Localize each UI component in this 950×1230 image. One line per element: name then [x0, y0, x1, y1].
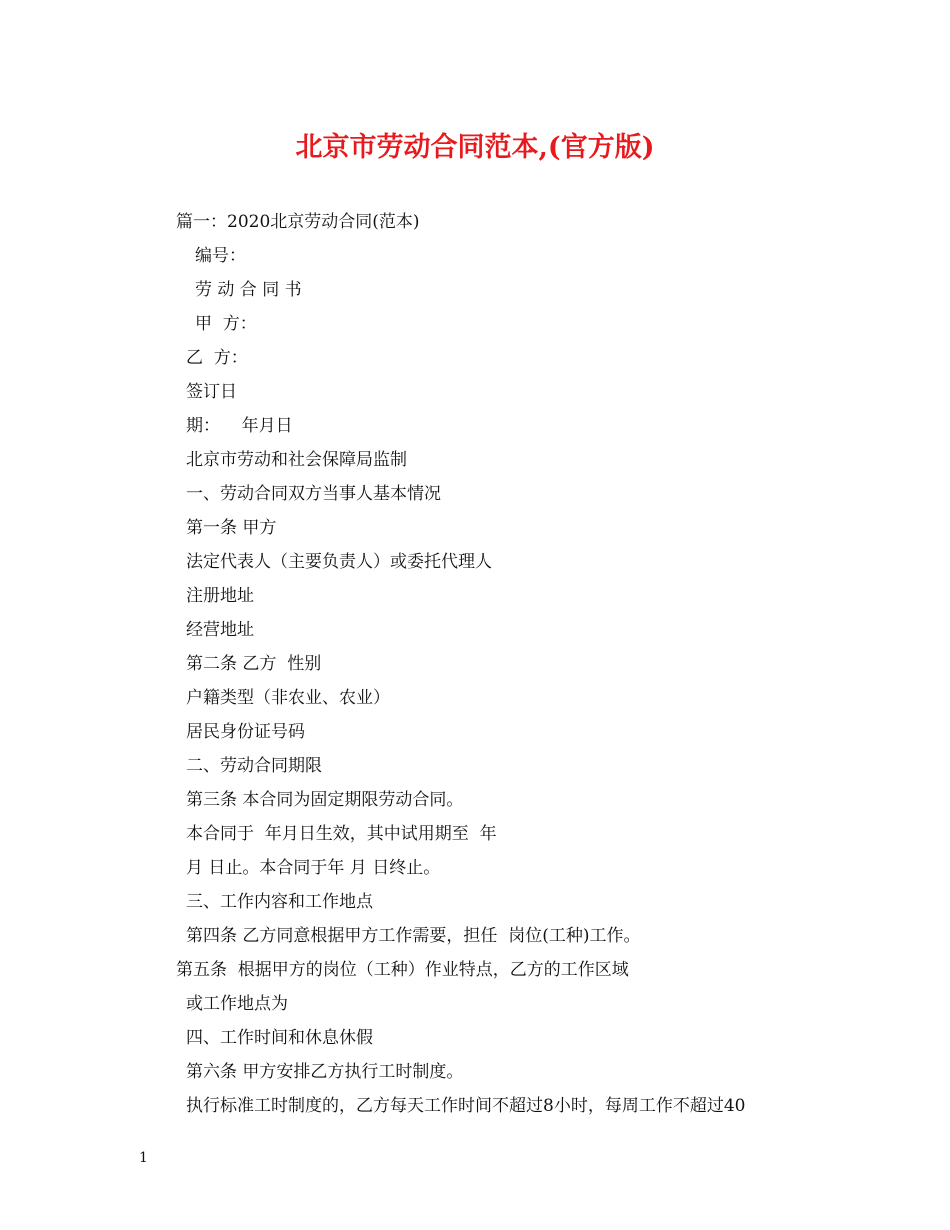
line-chapter-3: 三、工作内容和工作地点	[186, 892, 373, 912]
line-article-1: 第一条 甲方	[186, 518, 277, 538]
line-id-number: 居民身份证号码	[186, 722, 305, 742]
line-article-3: 第三条 本合同为固定期限劳动合同。	[186, 790, 464, 810]
line-chapter-4: 四、工作时间和休息休假	[186, 1028, 373, 1048]
line-reg-address: 注册地址	[186, 586, 254, 606]
line-chapter-1: 一、劳动合同双方当事人基本情况	[186, 484, 441, 504]
line-article-2: 第二条 乙方 性别	[186, 654, 322, 674]
line-work-location: 或工作地点为	[186, 994, 288, 1014]
line-effective-date: 本合同于 年月日生效，其中试用期至 年	[186, 824, 497, 844]
line-standard-hours: 执行标准工时制度的，乙方每天工作时间不超过8小时，每周工作不超过40	[186, 1096, 746, 1116]
line-biz-address: 经营地址	[186, 620, 254, 640]
line-article-4: 第四条 乙方同意根据甲方工作需要，担任 岗位(工种)工作。	[186, 926, 641, 946]
line-legal-rep: 法定代表人（主要负责人）或委托代理人	[186, 552, 492, 572]
line-article-6: 第六条 甲方安排乙方执行工时制度。	[186, 1062, 464, 1082]
line-chapter-2: 二、劳动合同期限	[186, 756, 322, 776]
line-article-5: 第五条 根据甲方的岗位（工种）作业特点，乙方的工作区域	[176, 960, 629, 980]
line-number-field: 编号：	[195, 246, 246, 266]
line-end-date: 月 日止。本合同于年 月 日终止。	[186, 858, 441, 878]
line-party-b: 乙 方：	[186, 348, 248, 368]
line-sign-date-b: 期： 年月日	[186, 416, 293, 436]
line-household-type: 户籍类型（非农业、农业）	[186, 688, 390, 708]
line-contract-name: 劳 动 合 同 书	[195, 280, 302, 300]
line-party-a: 甲 方：	[195, 314, 257, 334]
page-number: 1	[139, 1150, 148, 1166]
line-supervisor: 北京市劳动和社会保障局监制	[186, 450, 407, 470]
line-sign-date-a: 签订日	[186, 382, 237, 402]
document-title: 北京市劳动合同范本,(官方版)	[295, 132, 655, 163]
line-section-heading: 篇一：2020北京劳动合同(范本)	[176, 212, 420, 232]
